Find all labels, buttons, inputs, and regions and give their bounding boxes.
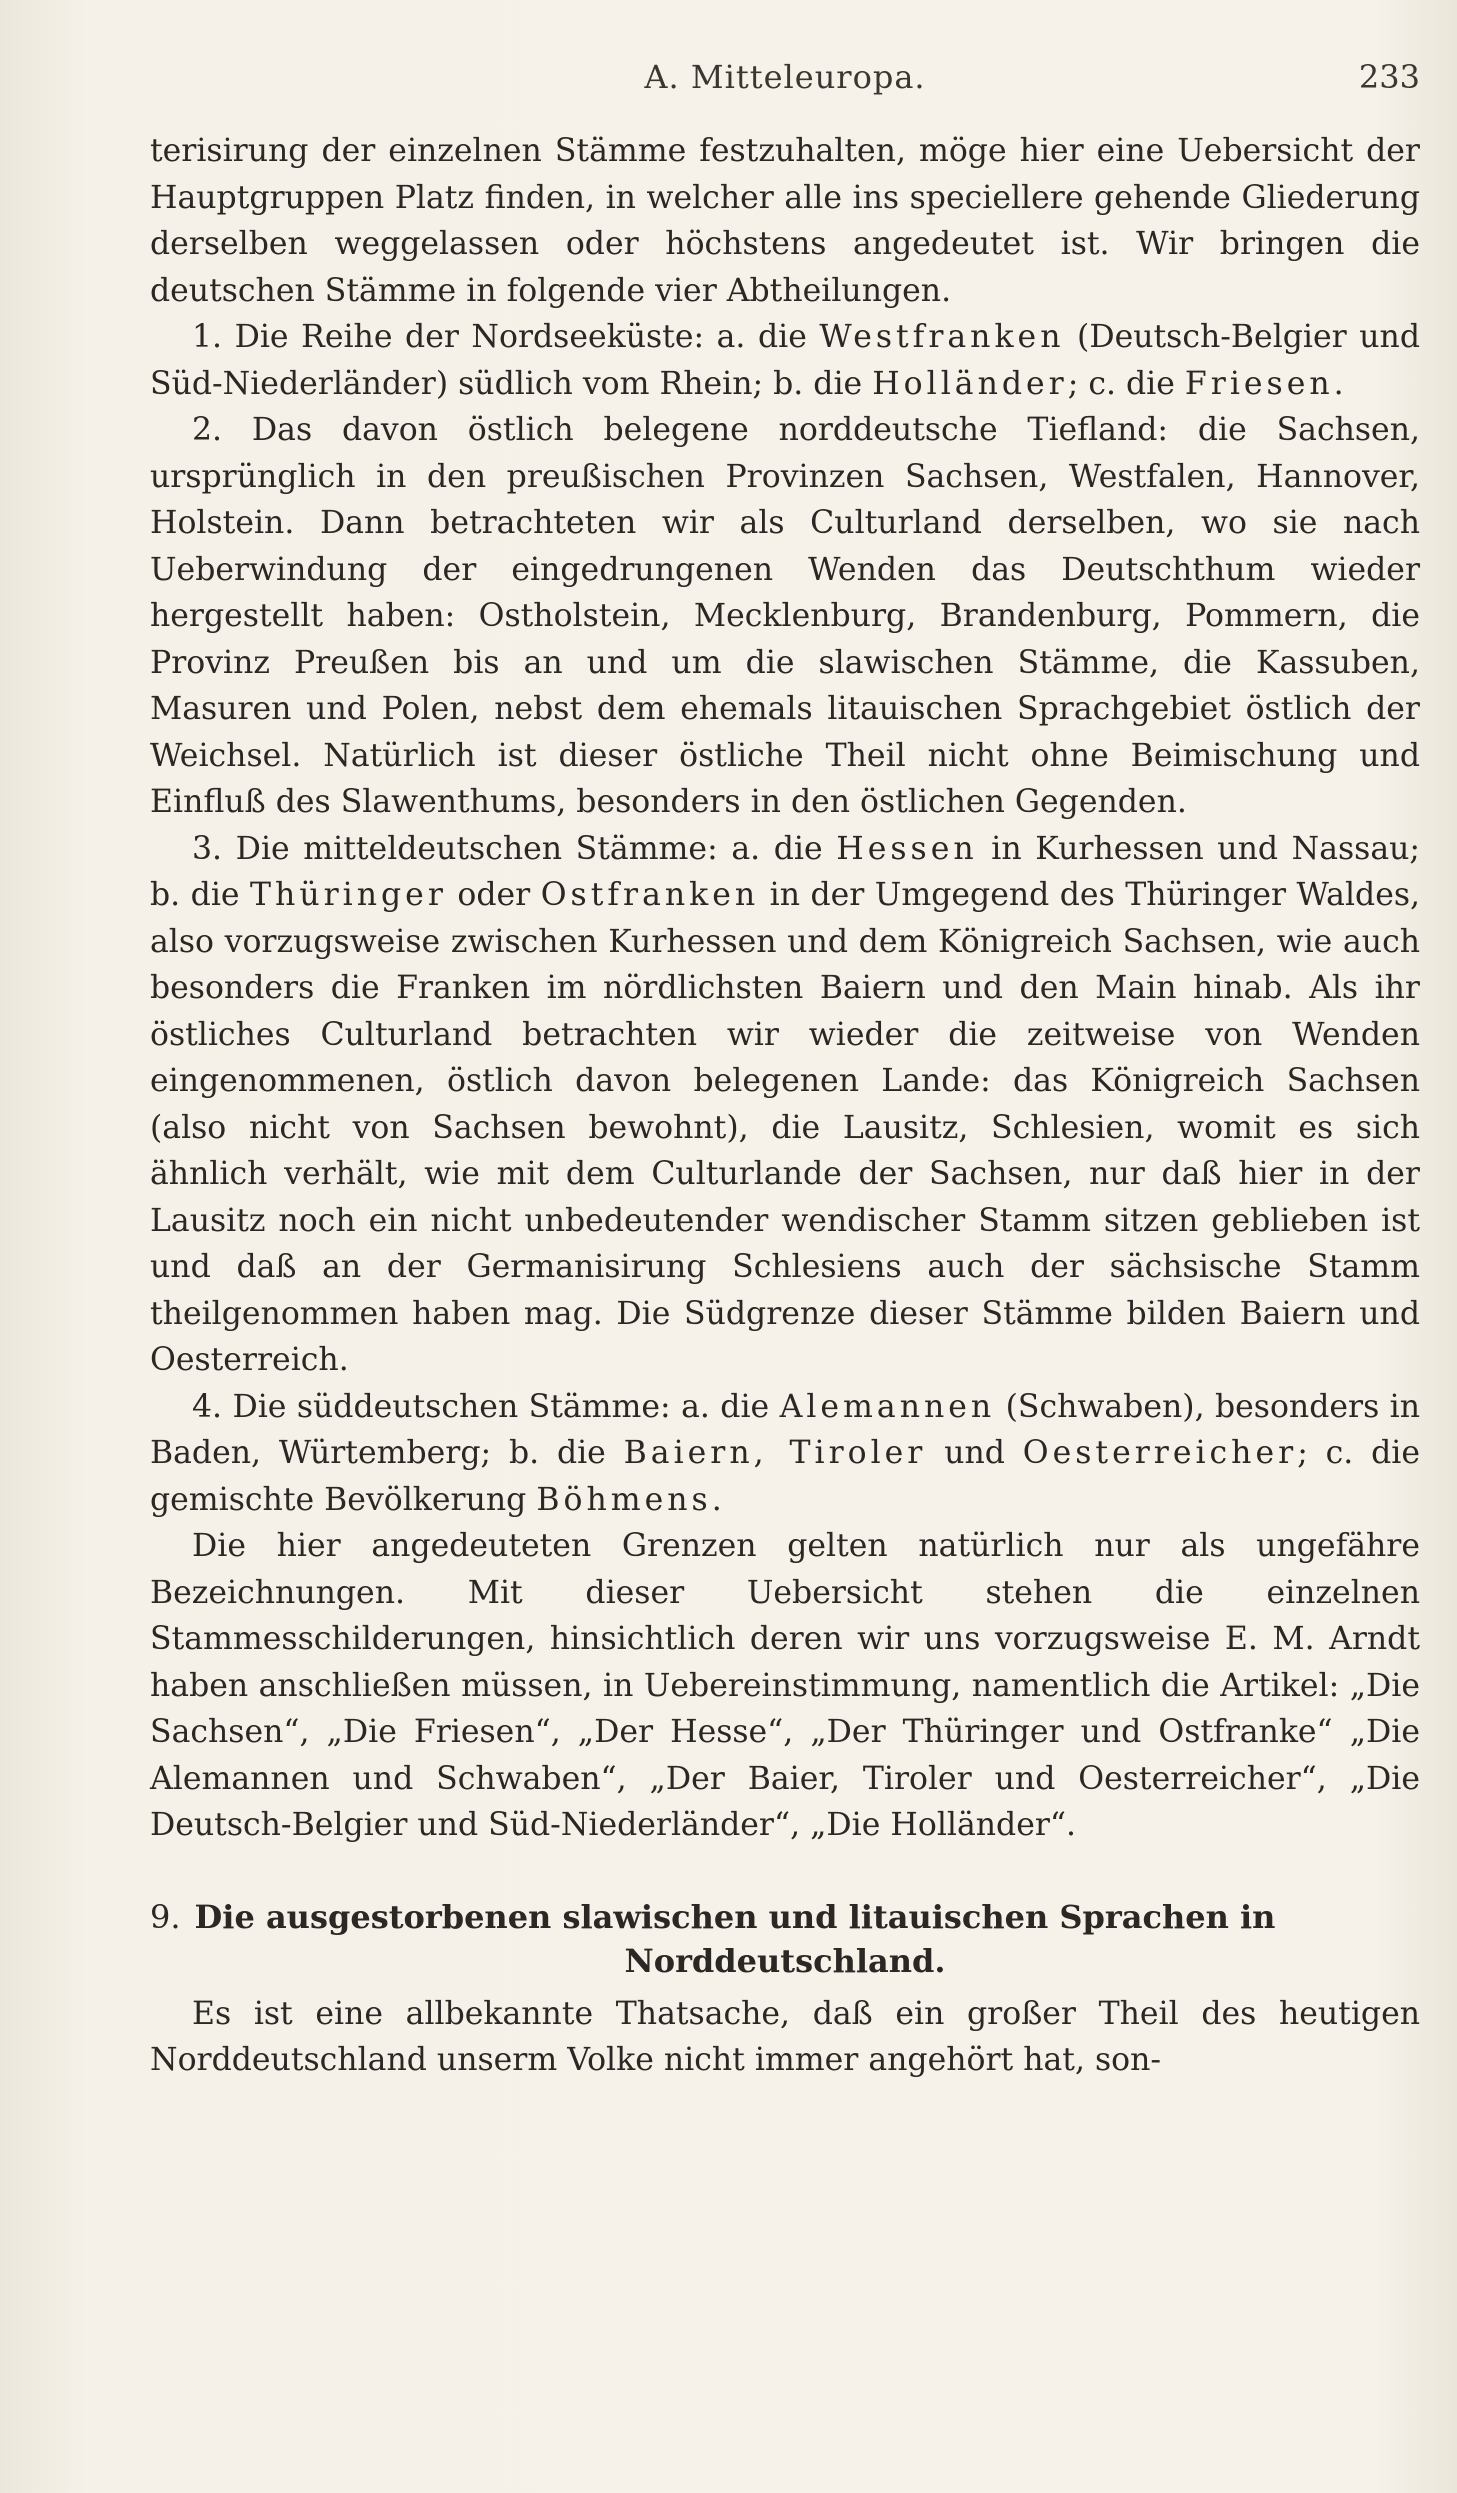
section-heading [150,1895,1420,1983]
item-4-mid-c: ; c. die gemischte Bevölkerung [150,1435,1420,1518]
paragraph-item-3 [150,826,1420,1384]
item-3-name-ostfranken: Ostfranken [540,877,760,913]
item-1-lead: 1. Die Reihe der Nordseeküste: a. die [192,319,807,355]
item-4-mid-a: , besonders in Baden, Würtemberg; b. die [150,1388,1421,1471]
item-3-mid-a: in Kurhessen und Nassau; b. die [150,830,1421,913]
item-4-name-boehmens: Böhmens [536,1481,712,1518]
paragraph-closing: Es ist eine allbekannte Thatsache, daß ein großer Theil des heutigen Norddeutschland unserm Volke nicht immer angehört hat, son- [150,1995,1420,2078]
item-3-end: in der Umgegend des Thüringer Waldes, also vorzugsweise zwischen Kurhessen und dem Königreich Sachsen, wie auch besonders die Franken im nördlichsten Baiern und den Main hinab. Als ihr östliches Culturland betrachten wir wieder die zeitweise von Wenden eingenommenen, östlich davon belegenen Lande: das Königreich Sachsen (also nicht von Sachsen bewohnt), die Lausitz, Schlesien, womit es sich ähnlich verhält, wie mit dem Culturlande der Sachsen, nur daß hier in der Lausitz noch ein nicht unbedeutender wendischer Stamm sitzen geblieben ist und daß an der Germanisirung Schlesiens auch der sächsische Stamm theilgenommen haben mag. Die Südgrenze dieser Stämme bilden Baiern und Oesterreich. [150,877,1421,1378]
paragraph-item-4 [150,1384,1420,1524]
item-1-name-westfranken: Westfranken [819,319,1065,355]
section-subtitle: Norddeutschland. [624,1941,946,1980]
item-4-name-baiern: Baiern, Tiroler [623,1435,927,1471]
item-3-name-hessen: Hessen [836,830,978,867]
item-4-lead: 4. Die süddeutschen Stämme: a. die [192,1388,770,1425]
item-1-name-hollaender: Holländer [872,365,1068,402]
chapter-title: A. Mitteleuropa. [644,58,926,96]
section-number: 9. [150,1897,181,1936]
item-1-end: . [1333,365,1344,402]
section-title: Die ausgestorbenen slawischen und litauischen Sprachen in [194,1897,1276,1936]
paragraph-item-2: 2. Das davon östlich belegene norddeutsche Tiefland: die Sachsen, ursprünglich in den preußischen Provinzen Sachsen, Westfalen, Hannover, Holstein. Dann betrachteten wir als Culturland derselben, wo sie nach Ueberwindung der eingedrungenen Wenden das Deutschthum wieder hergestellt haben: Ostholstein, Mecklenburg, Brandenburg, Pommern, die Provinz Preußen bis an und um die slawischen Stämme, die Kassuben, Masuren und Polen, nebst dem ehemals litauischen Sprachgebiet östlich der Weichsel. Natürlich ist dieser östliche Theil nicht ohne Beimischung und Einfluß des Slawenthums, besonders in den östlichen Gegenden. [150,412,1420,820]
paragraph-intro: terisirung der einzelnen Stämme festzuhalten, möge hier eine Uebersicht der Hauptgruppen Platz finden, in welcher alle ins speciellere gehende Gliederung derselben weggelassen oder höchstens angedeutet ist. Wir bringen die deutschen Stämme in folgende vier Abtheilungen. [150,133,1420,309]
item-3-name-thueringer: Thüringer [250,877,447,913]
running-head [150,58,1420,108]
item-4-paren: (Schwaben) [1005,1388,1195,1425]
item-3-lead: 3. Die mitteldeutschen Stämme: a. die [192,830,823,867]
main-text [150,128,1420,2084]
page-number: 233 [1358,58,1420,96]
item-1-mid-b: ; c. die [1067,365,1175,402]
item-3-mid-b: oder [457,877,531,913]
paragraph-item-1 [150,314,1420,407]
item-4-name-oesterreicher: Oesterreicher [1022,1435,1298,1471]
item-4-end: . [711,1481,722,1518]
item-1-name-friesen: Friesen [1184,365,1334,402]
paragraph-note: Die hier angedeuteten Grenzen gelten natürlich nur als ungefähre Bezeichnungen. Mit dieser Uebersicht stehen die einzelnen Stammesschilderungen, hinsichtlich deren wir uns vorzugsweise E. M. Arndt haben anschließen müssen, in Uebereinstimmung, namentlich die Artikel: „Die Sachsen“, „Die Friesen“, „Der Hesse“, „Der Thüringer und Ostfranke“ „Die Alemannen und Schwaben“, „Der Baier, Tiroler und Oesterreicher“, „Die Deutsch-Belgier und Süd-Niederländer“, „Die Holländer“. [150,1528,1420,1843]
item-4-mid-b: und [944,1435,1005,1471]
item-4-name-alemannen: Alemannen [779,1388,996,1425]
item-1-mid-a: (Deutsch-Belgier und Süd-Niederländer) südlich vom Rhein; b. die [150,319,1420,402]
